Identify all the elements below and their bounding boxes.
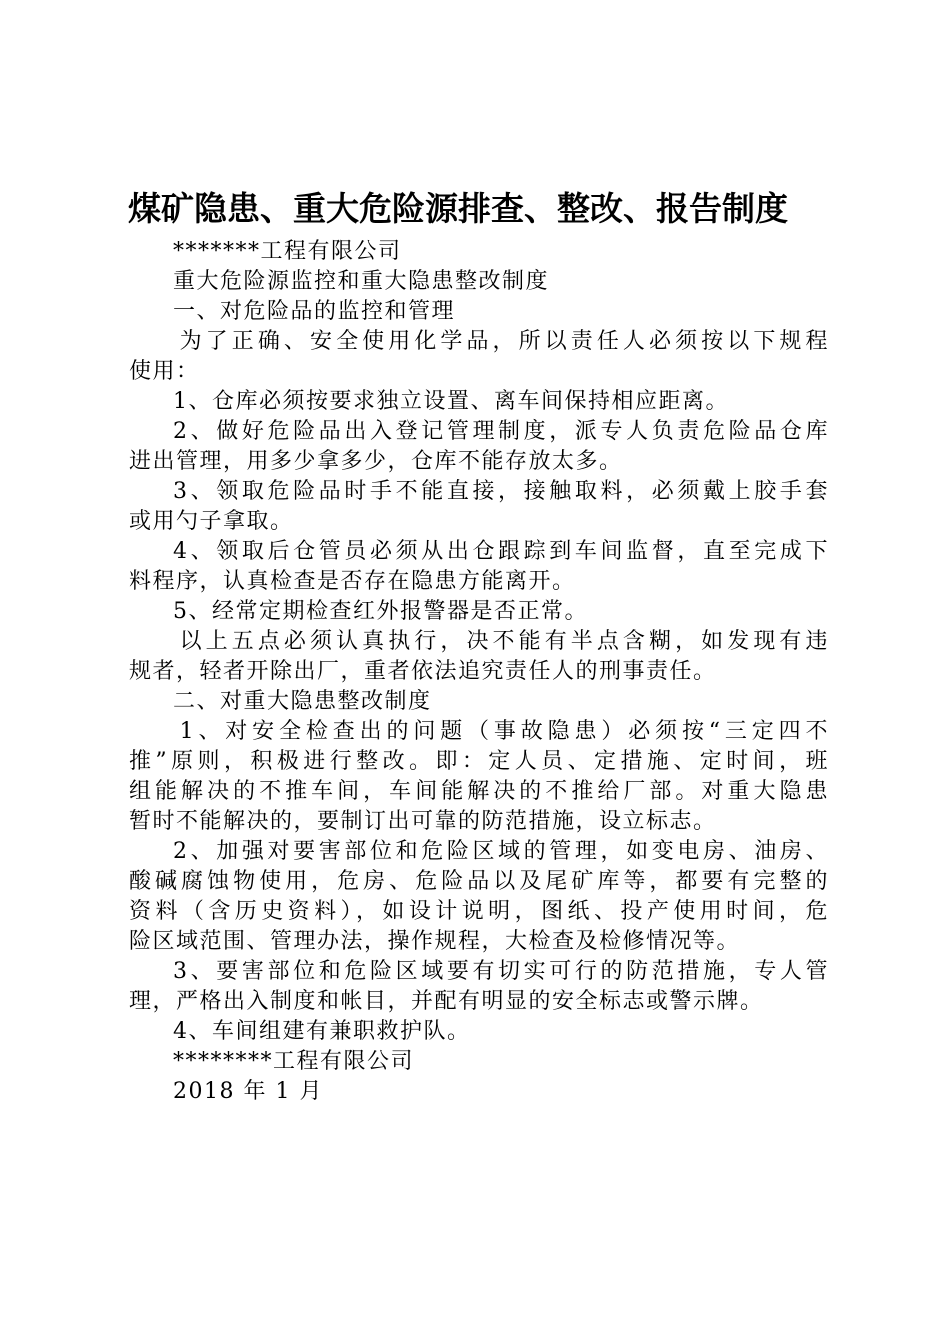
paragraph <box>129 477 829 537</box>
paragraph-line: 二、对重大隐患整改制度 <box>173 689 432 714</box>
paragraph <box>129 687 829 717</box>
paragraph <box>129 837 829 957</box>
paragraph-line: ********工程有限公司 <box>173 1049 415 1074</box>
paragraph-line: 或用勺子拿取。 <box>129 509 294 534</box>
paragraph-line: 进出管理，用多少拿多少，仓库不能存放太多。 <box>129 449 623 474</box>
paragraph <box>129 1047 829 1077</box>
paragraph-line: 酸碱腐蚀物使用，危房、危险品以及尾矿库等，都要有完整的 <box>129 869 829 894</box>
paragraph-line: 重大危险源监控和重大隐患整改制度 <box>173 269 550 294</box>
paragraph-line: 4、车间组建有兼职救护队。 <box>173 1019 471 1044</box>
paragraph-line: 暂时不能解决的，要制订出可靠的防范措施，设立标志。 <box>129 809 717 834</box>
paragraph-line: 3、要害部位和危险区域要有切实可行的防范措施，专人管 <box>173 959 829 984</box>
document-title: 煤矿隐患、重大危险源排查、整改、报告制度 <box>128 189 788 228</box>
paragraph-line: 使用： <box>129 359 200 384</box>
paragraph-line: 5、经常定期检查红外报警器是否正常。 <box>173 599 588 624</box>
paragraph <box>129 417 829 477</box>
paragraph-line: 为了正确、安全使用化学品，所以责任人必须按以下规程 <box>179 329 829 354</box>
paragraph <box>129 1077 829 1107</box>
paragraph-line: 组能解决的不推车间，车间能解决的不推给厂部。对重大隐患 <box>129 779 829 804</box>
paragraph <box>129 627 829 687</box>
paragraph <box>129 537 829 597</box>
paragraph-line: 4、领取后仓管员必须从出仓跟踪到车间监督，直至完成下 <box>173 539 829 564</box>
paragraph <box>129 387 829 417</box>
paragraph-line: 理，严格出入制度和帐目，并配有明显的安全标志或警示牌。 <box>129 989 764 1014</box>
paragraph-line: 1、对安全检查出的问题（事故隐患）必须按“三定四不 <box>179 719 829 744</box>
paragraph-line: 2018 年 1 月 <box>173 1079 323 1104</box>
paragraph <box>129 957 829 1017</box>
paragraph-line: 险区域范围、管理办法，操作规程，大检查及检修情况等。 <box>129 929 741 954</box>
paragraph <box>129 327 829 387</box>
paragraph-line: 料程序，认真检查是否存在隐患方能离开。 <box>129 569 576 594</box>
paragraph-line: 3、领取危险品时手不能直接，接触取料，必须戴上胶手套 <box>173 479 829 504</box>
paragraph-line: *******工程有限公司 <box>173 239 402 264</box>
paragraph-line: 规者，轻者开除出厂，重者依法追究责任人的刑事责任。 <box>129 659 717 684</box>
paragraph <box>129 297 829 327</box>
paragraph-line: 推”原则，积极进行整改。即：定人员、定措施、定时间，班 <box>129 749 829 774</box>
paragraph-line: 一、对危险品的监控和管理 <box>173 299 456 324</box>
paragraph-line: 2、做好危险品出入登记管理制度，派专人负责危险品仓库 <box>173 419 829 444</box>
paragraph-line: 资料（含历史资料），如设计说明，图纸、投产使用时间，危 <box>129 899 829 924</box>
paragraph <box>129 267 829 297</box>
paragraph-line: 以上五点必须认真执行，决不能有半点含糊，如发现有违 <box>179 629 829 654</box>
paragraph <box>129 1017 829 1047</box>
document-body <box>129 237 829 1107</box>
paragraph <box>129 717 829 837</box>
paragraph-line: 2、加强对要害部位和危险区域的管理，如变电房、油房、 <box>173 839 829 864</box>
paragraph-line: 1、仓库必须按要求独立设置、离车间保持相应距离。 <box>173 389 729 414</box>
paragraph <box>129 237 829 267</box>
paragraph <box>129 597 829 627</box>
